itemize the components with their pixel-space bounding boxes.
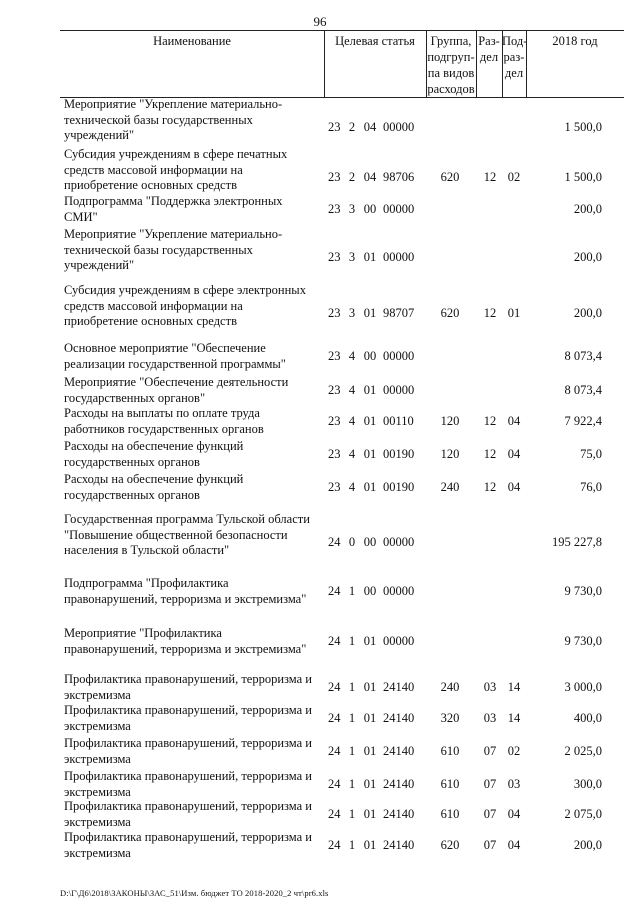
target-program: 23 (328, 120, 341, 135)
razdel: 12 (483, 413, 497, 428)
amount-2018: 200,0 (573, 306, 602, 321)
target-direction: 00000 (383, 120, 415, 135)
podrazdel: 01 (507, 306, 521, 321)
target-program: 23 (328, 382, 341, 397)
razdel: 07 (483, 806, 497, 821)
target-event: 01 (363, 679, 377, 694)
target-subprogram: 2 (348, 120, 356, 135)
target-subprogram: 4 (348, 413, 356, 428)
podrazdel: 14 (507, 679, 521, 694)
header-target: Целевая статья (335, 34, 415, 48)
target-program: 24 (328, 837, 341, 852)
row-name: Мероприятие "Профилактика правонарушений, терроризма и экстремизма" (64, 626, 307, 656)
row-name: Мероприятие "Обеспечение деятельности государственных органов" (64, 375, 289, 405)
razdel: 03 (483, 679, 497, 694)
row-name: Государственная программа Тульской области "Повышение общественной безопасности населения в Тульской области" (64, 512, 310, 557)
header-podrazdel: Под- раз- дел (502, 34, 528, 80)
row-name: Расходы на обеспечение функций государственных органов (64, 439, 244, 469)
razdel: 12 (483, 170, 497, 185)
amount-2018: 7 922,4 (564, 413, 602, 428)
podrazdel: 04 (507, 413, 521, 428)
target-event: 00 (363, 201, 377, 216)
target-direction: 00190 (383, 446, 415, 461)
row-name: Профилактика правонарушений, терроризма и экстремизма (64, 736, 312, 766)
expense-group: 620 (440, 306, 460, 321)
target-event: 00 (363, 535, 377, 550)
target-subprogram: 3 (348, 250, 356, 265)
target-direction: 24140 (383, 743, 415, 758)
target-direction: 98706 (383, 170, 415, 185)
target-direction: 24140 (383, 806, 415, 821)
row-name: Профилактика правонарушений, терроризма и экстремизма (64, 830, 312, 860)
header-name: Наименование (153, 34, 231, 48)
target-subprogram: 1 (348, 776, 356, 791)
amount-2018: 75,0 (580, 446, 602, 461)
expense-group: 120 (440, 446, 460, 461)
amount-2018: 2 025,0 (564, 743, 602, 758)
page-number: 96 (313, 14, 327, 29)
target-subprogram: 1 (348, 679, 356, 694)
target-subprogram: 1 (348, 743, 356, 758)
amount-2018: 2 075,0 (564, 806, 602, 821)
expense-group: 610 (440, 743, 460, 758)
row-name: Мероприятие "Укрепление материально- технической базы государственных учреждений" (64, 97, 283, 142)
target-subprogram: 3 (348, 201, 356, 216)
target-subprogram: 3 (348, 306, 356, 321)
target-program: 24 (328, 535, 341, 550)
target-event: 04 (363, 170, 377, 185)
target-subprogram: 4 (348, 348, 356, 363)
target-event: 01 (363, 413, 377, 428)
target-event: 00 (363, 583, 377, 598)
table-header (60, 30, 624, 98)
target-direction: 24140 (383, 710, 415, 725)
target-event: 01 (363, 382, 377, 397)
row-name: Профилактика правонарушений, терроризма и экстремизма (64, 672, 312, 702)
target-subprogram: 0 (348, 535, 356, 550)
header-year: 2018 год (552, 34, 598, 48)
target-program: 23 (328, 201, 341, 216)
podrazdel: 02 (507, 170, 521, 185)
row-name: Подпрограмма "Профилактика правонарушений, терроризма и экстремизма" (64, 576, 307, 606)
amount-2018: 200,0 (573, 837, 602, 852)
header-group: Группа, подгруп- па видов расходов (427, 34, 475, 96)
row-name: Расходы на обеспечение функций государственных органов (64, 472, 244, 502)
podrazdel: 02 (507, 743, 521, 758)
target-direction: 00000 (383, 201, 415, 216)
expense-group: 320 (440, 710, 460, 725)
target-program: 23 (328, 413, 341, 428)
row-name: Субсидия учреждениям в сфере электронных средств массовой информации на приобретение основных средств (64, 283, 306, 328)
target-event: 00 (363, 348, 377, 363)
podrazdel: 04 (507, 446, 521, 461)
file-path-footer: D:\Г\Д6\2018\ЗАКОНЫ\ЗАС_51\Изм. бюджет ТО 2018-2020_2 чт\pr6.xls (60, 888, 329, 898)
target-event: 04 (363, 120, 377, 135)
target-event: 01 (363, 710, 377, 725)
expense-group: 620 (440, 837, 460, 852)
target-program: 23 (328, 348, 341, 363)
row-name: Субсидия учреждениям в сфере печатных средств массовой информации на приобретение основных средств (64, 147, 288, 192)
target-direction: 00000 (383, 250, 415, 265)
razdel: 07 (483, 837, 497, 852)
row-name: Профилактика правонарушений, терроризма и экстремизма (64, 799, 312, 829)
target-direction: 24140 (383, 679, 415, 694)
target-direction: 24140 (383, 776, 415, 791)
row-name: Основное мероприятие "Обеспечение реализации государственной программы" (64, 341, 286, 371)
amount-2018: 300,0 (573, 776, 602, 791)
target-subprogram: 4 (348, 382, 356, 397)
amount-2018: 200,0 (573, 201, 602, 216)
expense-group: 240 (440, 479, 460, 494)
target-subprogram: 1 (348, 583, 356, 598)
razdel: 07 (483, 776, 497, 791)
target-direction: 00000 (383, 633, 415, 648)
amount-2018: 400,0 (573, 710, 602, 725)
target-program: 24 (328, 806, 341, 821)
razdel: 12 (483, 446, 497, 461)
podrazdel: 14 (507, 710, 521, 725)
target-direction: 00000 (383, 535, 415, 550)
expense-group: 120 (440, 413, 460, 428)
amount-2018: 200,0 (573, 250, 602, 265)
target-subprogram: 1 (348, 806, 356, 821)
target-event: 01 (363, 806, 377, 821)
expense-group: 240 (440, 679, 460, 694)
target-event: 01 (363, 250, 377, 265)
amount-2018: 76,0 (580, 479, 602, 494)
target-subprogram: 2 (348, 170, 356, 185)
target-event: 01 (363, 776, 377, 791)
amount-2018: 1 500,0 (564, 120, 602, 135)
expense-group: 610 (440, 806, 460, 821)
target-event: 01 (363, 306, 377, 321)
target-program: 24 (328, 679, 341, 694)
target-program: 23 (328, 446, 341, 461)
target-direction: 24140 (383, 837, 415, 852)
target-program: 24 (328, 743, 341, 758)
row-name: Подпрограмма "Поддержка электронных СМИ" (64, 194, 283, 224)
amount-2018: 8 073,4 (564, 382, 602, 397)
amount-2018: 3 000,0 (564, 679, 602, 694)
target-program: 24 (328, 710, 341, 725)
razdel: 07 (483, 743, 497, 758)
target-program: 23 (328, 479, 341, 494)
target-program: 23 (328, 306, 341, 321)
row-name: Мероприятие "Укрепление материально- технической базы государственных учреждений" (64, 227, 283, 272)
razdel: 12 (483, 479, 497, 494)
expense-group: 610 (440, 776, 460, 791)
header-razdel: Раз- дел (478, 34, 500, 64)
target-direction: 00000 (383, 382, 415, 397)
target-event: 01 (363, 633, 377, 648)
target-program: 23 (328, 170, 341, 185)
podrazdel: 04 (507, 806, 521, 821)
podrazdel: 03 (507, 776, 521, 791)
podrazdel: 04 (507, 837, 521, 852)
amount-2018: 9 730,0 (564, 583, 602, 598)
target-event: 01 (363, 743, 377, 758)
target-direction: 00000 (383, 583, 415, 598)
amount-2018: 9 730,0 (564, 633, 602, 648)
target-program: 23 (328, 250, 341, 265)
target-event: 01 (363, 479, 377, 494)
target-program: 24 (328, 776, 341, 791)
razdel: 12 (483, 306, 497, 321)
target-program: 24 (328, 633, 341, 648)
target-subprogram: 1 (348, 633, 356, 648)
expense-group: 620 (440, 170, 460, 185)
target-subprogram: 1 (348, 710, 356, 725)
amount-2018: 8 073,4 (564, 348, 602, 363)
row-name: Профилактика правонарушений, терроризма и экстремизма (64, 703, 312, 733)
target-program: 24 (328, 583, 341, 598)
target-subprogram: 1 (348, 837, 356, 852)
target-direction: 00110 (383, 413, 414, 428)
target-event: 01 (363, 837, 377, 852)
razdel: 03 (483, 710, 497, 725)
row-name: Расходы на выплаты по оплате труда работников государственных органов (64, 406, 264, 436)
target-direction: 98707 (383, 306, 415, 321)
target-subprogram: 4 (348, 479, 356, 494)
amount-2018: 195 227,8 (552, 535, 602, 550)
target-subprogram: 4 (348, 446, 356, 461)
target-direction: 00000 (383, 348, 415, 363)
podrazdel: 04 (507, 479, 521, 494)
amount-2018: 1 500,0 (564, 170, 602, 185)
row-name: Профилактика правонарушений, терроризма и экстремизма (64, 769, 312, 799)
target-direction: 00190 (383, 479, 415, 494)
target-event: 01 (363, 446, 377, 461)
